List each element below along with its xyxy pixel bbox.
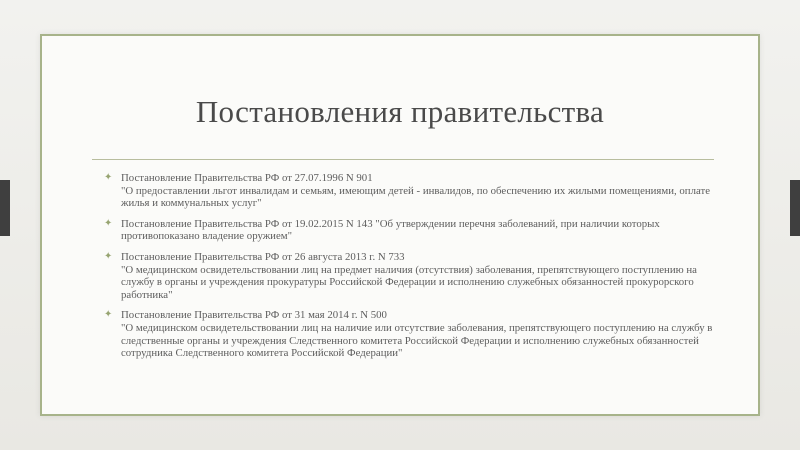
- list-item: [104, 309, 714, 359]
- right-edge-tab: [790, 180, 800, 236]
- bullet-icon: ✦: [104, 217, 113, 229]
- bullet-icon: ✦: [104, 309, 113, 321]
- title-divider: [92, 159, 714, 160]
- list-item: [104, 218, 714, 243]
- decree-description: "О медицинском освидетельствовании лиц на предмет наличия (отсутствия) заболевания, препятствующего поступлению на службу в органы и учреждения прокуратуры Российской Федерации и исполнению служебных обязанностей прокурорского работника": [121, 263, 697, 301]
- decree-reference: Постановление Правительства РФ от 19.02.2015 N 143 "Об утверждении перечня заболеваний, при наличии которых противопоказано владение оружием": [121, 217, 660, 243]
- list-item: [104, 172, 714, 210]
- decree-list: [104, 172, 714, 368]
- slide: [40, 34, 760, 416]
- slide-title: Постановления правительства: [195, 94, 605, 129]
- decree-description: "О медицинском освидетельствовании лиц на наличие или отсутствие заболевания, препятствующего поступлению на службу в следственные органы и учреждения Следственного комитета Российской Федерации и исполнению служебных обязанностей сотрудника Следственного комитета Российской Федерации": [121, 321, 713, 360]
- bullet-icon: ✦: [104, 250, 113, 262]
- decree-reference: Постановление Правительства РФ от 31 мая 2014 г. N 500: [121, 309, 387, 322]
- left-edge-tab: [0, 180, 10, 236]
- decree-reference: Постановление Правительства РФ от 26 августа 2013 г. N 733: [121, 250, 405, 263]
- bullet-icon: ✦: [104, 172, 113, 183]
- decree-reference: Постановление Правительства РФ от 27.07.1996 N 901: [121, 172, 373, 184]
- list-item: [104, 251, 714, 301]
- decree-description: "О предоставлении льгот инвалидам и семьям, имеющим детей - инвалидов, по обеспечению их жилыми помещениями, оплате жилья и коммунальных услуг": [121, 184, 710, 210]
